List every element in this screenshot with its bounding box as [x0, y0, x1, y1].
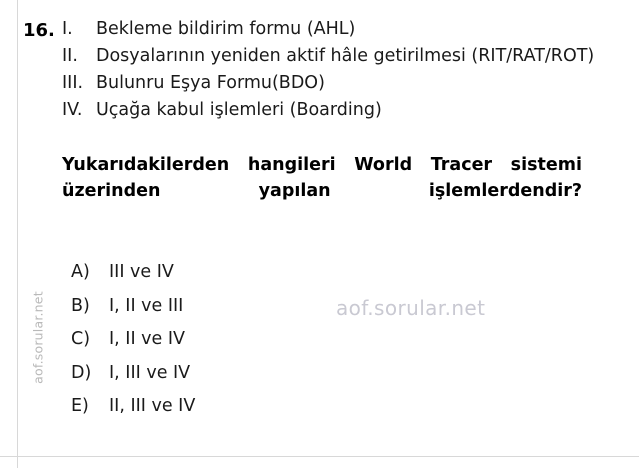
option-d[interactable]	[71, 357, 613, 391]
stem-text: Bulunru Eşya Formu(BDO)	[96, 73, 325, 94]
stem-list	[62, 16, 613, 125]
options-list	[71, 256, 613, 424]
option-marker: C)	[71, 329, 91, 350]
option-marker: A)	[71, 262, 90, 283]
stem-marker: I.	[62, 19, 73, 39]
stem-marker: III.	[62, 73, 84, 94]
stem-text: Bekleme bildirim formu (AHL)	[96, 19, 356, 39]
stem-marker: II.	[62, 46, 78, 67]
center-watermark: aof.sorular.net	[336, 296, 486, 320]
bottom-margin-rule	[0, 456, 639, 457]
option-marker: B)	[71, 295, 90, 316]
stem-text: Dosyalarının yeniden aktif hâle getirilmesi (RIT/RAT/ROT)	[96, 46, 595, 67]
question-block	[23, 16, 613, 424]
option-label: II, III ve IV	[109, 396, 196, 417]
option-marker: D)	[71, 362, 92, 383]
question-prompt-text: Yukarıdakilerden hangileri World Tracer sistemi üzerinden yapılan işlemlerdendir?	[62, 154, 582, 201]
option-label: I, II ve III	[109, 295, 184, 316]
side-watermark: aof.sorular.net	[30, 291, 46, 384]
stem-item	[62, 43, 613, 70]
stem-item	[62, 16, 613, 43]
stem-item	[62, 97, 613, 124]
option-label: I, III ve IV	[109, 362, 191, 383]
option-c[interactable]	[71, 323, 613, 357]
stem-item	[62, 70, 613, 97]
option-e[interactable]	[71, 390, 613, 424]
question-number: 16.	[23, 20, 55, 41]
option-label: III ve IV	[109, 262, 174, 283]
option-a[interactable]	[71, 256, 613, 290]
left-margin-rule	[17, 0, 18, 468]
option-label: I, II ve IV	[109, 329, 185, 350]
option-marker: E)	[71, 396, 89, 417]
stem-text: Uçağa kabul işlemleri (Boarding)	[96, 100, 382, 121]
question-prompt	[62, 152, 582, 231]
option-b[interactable]	[71, 290, 613, 324]
stem-marker: IV.	[62, 100, 83, 121]
